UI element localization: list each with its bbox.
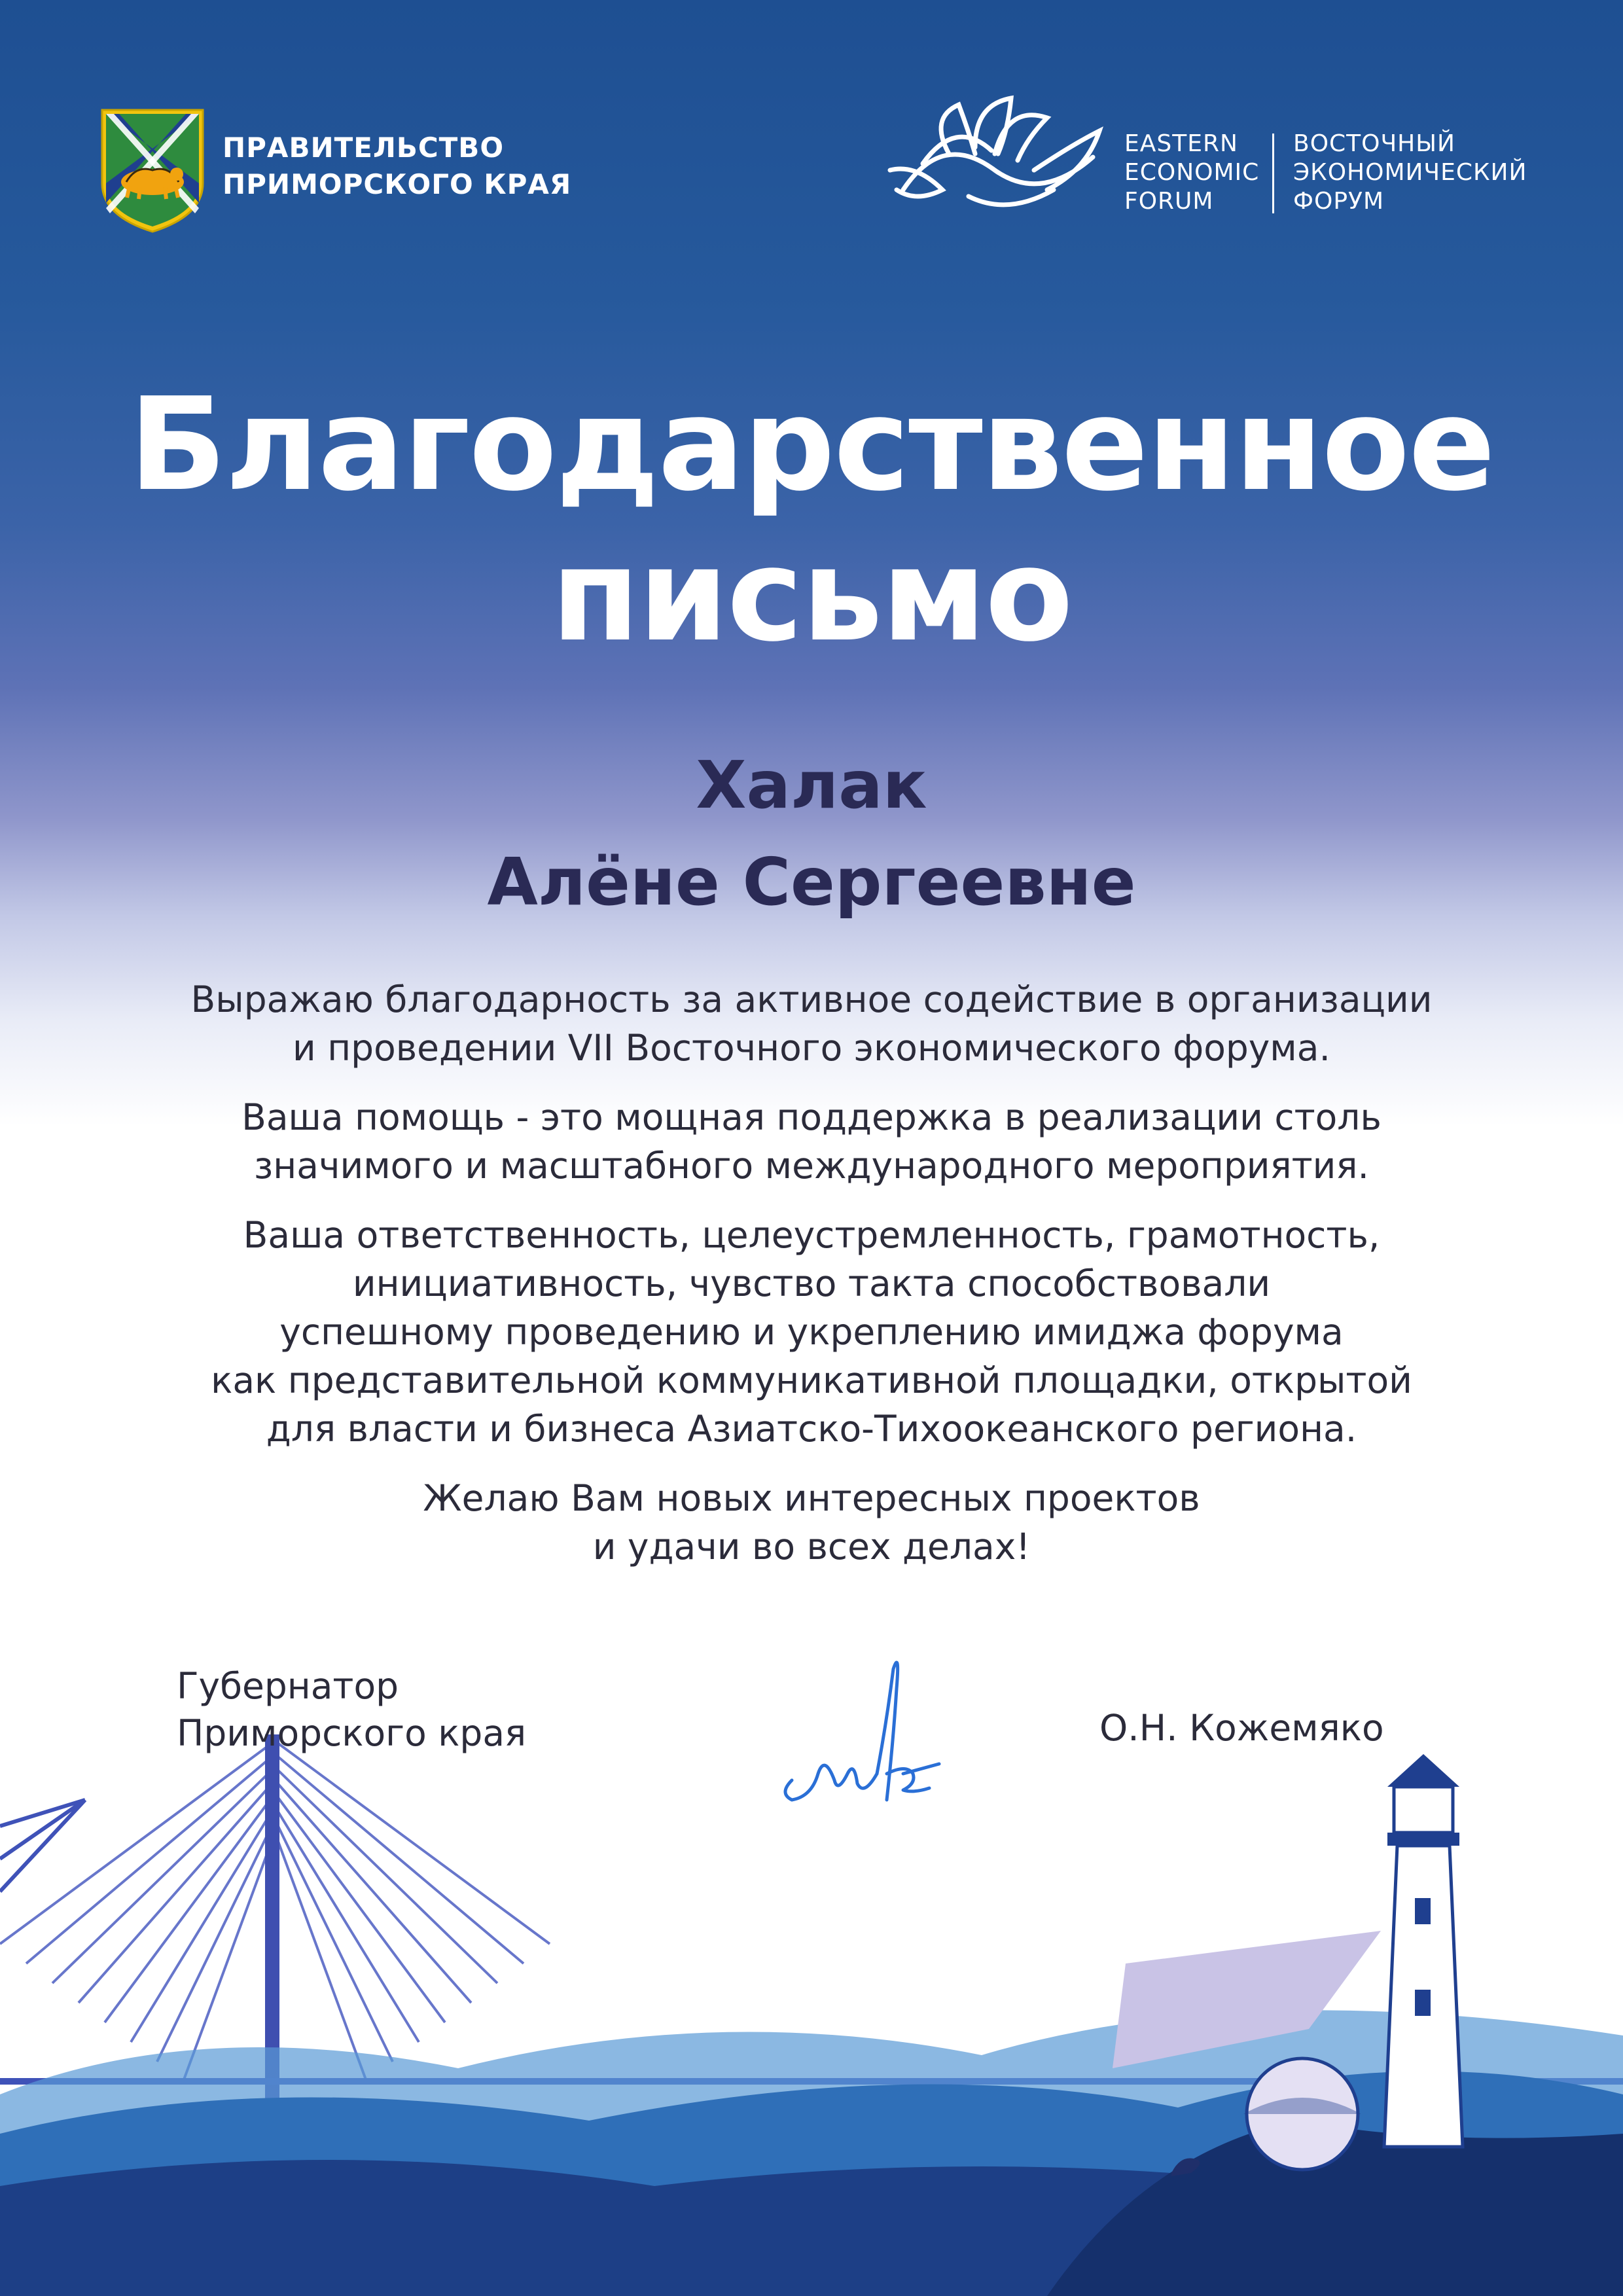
forum-name-en-line3: FORUM: [1124, 188, 1214, 215]
government-title-line2: ПРИМОРСКОГО КРАЯ: [223, 168, 572, 200]
forum-name-en-line2: ECONOMIC: [1124, 159, 1260, 186]
body-line: Выражаю благодарность за активное содействие в организации: [190, 978, 1433, 1020]
body-paragraph-3: [105, 1211, 1518, 1453]
forum-lotus-logo: [877, 92, 1113, 223]
body-line: Желаю Вам новых интересных проектов: [423, 1477, 1200, 1519]
document-title-line1: Благодарственное: [128, 370, 1495, 520]
body-paragraph-1: [105, 975, 1518, 1072]
body-line: для власти и бизнеса Азиатско-Тихоокеанского региона.: [266, 1408, 1357, 1450]
government-title: [223, 130, 571, 203]
body-paragraph-2: [105, 1093, 1518, 1190]
bridge-cables-left: [0, 1800, 85, 1892]
body-line: значимого и масштабного международного мероприятия.: [254, 1145, 1369, 1187]
forum-name-ru-line3: ФОРУМ: [1293, 188, 1385, 215]
forum-name-ru-line2: ЭКОНОМИЧЕСКИЙ: [1293, 159, 1527, 186]
government-title-line1: ПРАВИТЕЛЬСТВО: [223, 132, 505, 164]
body-line: Ваша ответственность, целеустремленность, грамотность,: [243, 1214, 1380, 1256]
signatory-position: [177, 1662, 526, 1757]
signatory-position-line2: Приморского края: [177, 1712, 527, 1754]
forum-name-en-line1: EASTERN: [1124, 130, 1238, 157]
recipient-surname: Халак: [696, 747, 927, 823]
body-line: и проведении VII Восточного экономического форума.: [293, 1027, 1330, 1069]
body-line: успешному проведению и укреплению имиджа форума: [279, 1311, 1344, 1353]
forum-name-ru-line1: ВОСТОЧНЫЙ: [1293, 130, 1455, 157]
handwritten-signature: [772, 1643, 955, 1826]
lighthouse-icon: [1384, 1754, 1463, 2147]
forum-name-ru: [1293, 130, 1527, 216]
letter-body: [105, 975, 1518, 1592]
coat-of-arms-emblem: [97, 105, 208, 236]
forum-name-divider: [1272, 134, 1274, 213]
signatory-name: О.Н. Кожемяко: [1099, 1707, 1384, 1749]
signatory-position-line1: Губернатор: [177, 1665, 399, 1707]
document-title-line2: письмо: [551, 521, 1072, 670]
body-line: и удачи во всех делах!: [592, 1526, 1031, 1568]
body-line: как представительной коммуникативной площадки, открытой: [211, 1359, 1412, 1401]
forum-name-en: [1124, 130, 1259, 216]
recipient-given-names: Алёне Сергеевне: [487, 844, 1136, 920]
body-line: Ваша помощь - это мощная поддержка в реализации столь: [241, 1096, 1382, 1138]
body-paragraph-4: [105, 1474, 1518, 1571]
body-line: инициативность, чувство такта способствовали: [352, 1263, 1271, 1304]
